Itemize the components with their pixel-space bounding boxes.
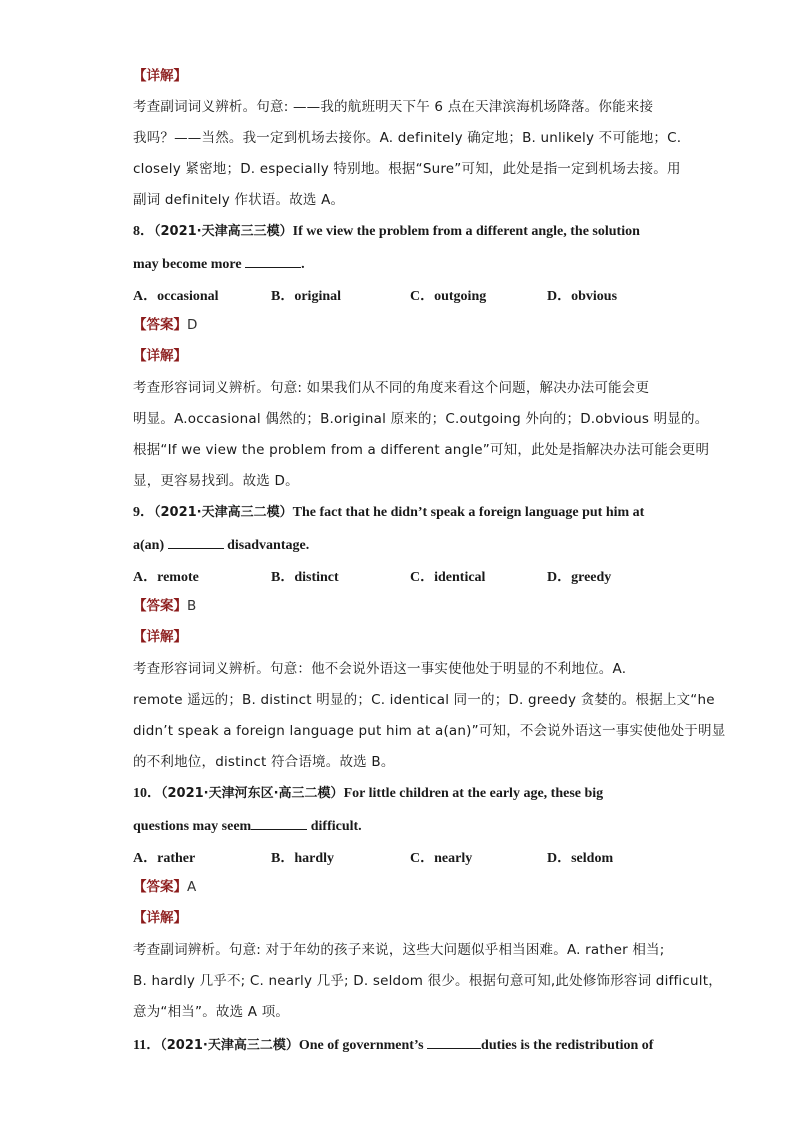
detail-label: 【详解】: [133, 910, 187, 926]
answer-row: [133, 877, 196, 897]
answer-label: 【答案】: [133, 879, 187, 895]
option-b: B．distinct: [271, 570, 339, 585]
explanation-line: remote 遥远的；B. distinct 明显的；C. identical 同一的；D. greedy 贪婪的。根据上文“he: [133, 692, 715, 708]
option-b: B．hardly: [271, 851, 335, 866]
option-d: D．greedy: [547, 570, 612, 585]
question-text: .: [301, 257, 305, 272]
explanation-line: 显，更容易找到。故选 D。: [133, 473, 299, 489]
option-c: C．identical: [410, 570, 486, 585]
question-text: One of government’s: [298, 1038, 428, 1053]
question-source: （2021·天津高三二模）: [160, 1038, 299, 1053]
option-a: A．rather: [133, 851, 196, 866]
question-text: For little children at the early age, these big: [343, 786, 604, 801]
answer-blank: [168, 534, 224, 549]
answer-value: D: [187, 317, 198, 333]
detail-label: 【详解】: [133, 68, 187, 84]
explanation-line: closely 紧密地；D. especially 特别地。根据“Sure”可知，此处是指一定到机场去接。用: [133, 161, 681, 177]
explanation-line: 考查形容词词义辨析。句意：他不会说外语这一事实使他处于明显的不利地位。A.: [133, 661, 627, 677]
question-10-stem-cont: [133, 815, 362, 837]
option-c: C．nearly: [410, 851, 473, 866]
explanation-line: 副词 definitely 作状语。故选 A。: [133, 192, 345, 208]
question-text: questions may seem: [133, 819, 252, 834]
question-8-stem-cont: [133, 253, 305, 275]
question-text: disadvantage.: [223, 538, 310, 553]
question-number: 8．: [133, 224, 154, 239]
option-c: C．outgoing: [410, 289, 487, 304]
explanation-line: 考查形容词词义辨析。句意: 如果我们从不同的角度来看这个问题，解决办法可能会更: [133, 380, 650, 396]
explanation-line: 的不利地位，distinct 符合语境。故选 B。: [133, 754, 395, 770]
question-9-stem-cont: [133, 534, 309, 556]
answer-row: [133, 596, 196, 616]
option-a: A．occasional: [133, 289, 219, 304]
option-b: B．original: [271, 289, 342, 304]
explanation-line: 考查副词辨析。句意: 对于年幼的孩子来说，这些大问题似乎相当困难。A. rather 相当;: [133, 942, 665, 958]
explanation-line: 明显。A.occasional 偶然的；B.original 原来的；C.outgoing 外向的；D.obvious 明显的。: [133, 411, 709, 427]
answer-value: B: [187, 598, 197, 614]
option-d: D．seldom: [547, 851, 614, 866]
question-text: difficult.: [307, 819, 362, 834]
answer-row: [133, 315, 197, 335]
answer-blank: [251, 815, 307, 830]
explanation-line: 我吗？——当然。我一定到机场去接你。A. definitely 确定地；B. unlikely 不可能地；C.: [133, 130, 682, 146]
explanation-line: didn’t speak a foreign language put him at a(an)”可知，不会说外语这一事实使他处于明显: [133, 723, 726, 739]
question-number: 9．: [133, 505, 154, 520]
explanation-line: B. hardly 几乎不; C. nearly 几乎; D. seldom 很少。根据句意可知,此处修饰形容词 difficult，: [133, 973, 722, 989]
question-text: The fact that he didn’t speak a foreign language put him at: [292, 505, 645, 520]
question-source: （2021·天津高三三模）: [154, 224, 293, 239]
question-number: 11．: [133, 1038, 161, 1053]
question-9-stem: [133, 503, 644, 523]
question-text: may become more: [133, 257, 246, 272]
answer-blank: [427, 1034, 481, 1049]
explanation-line: 根据“If we view the problem from a different angle”可知，此处是指解决办法可能会更明: [133, 442, 710, 458]
explanation-line: 意为“相当”。故选 A 项。: [133, 1004, 290, 1020]
answer-label: 【答案】: [133, 598, 187, 614]
option-d: D．obvious: [547, 289, 618, 304]
explanation-line: 考查副词词义辨析。句意: ——我的航班明天下午 6 点在天津滨海机场降落。你能来接: [133, 99, 654, 115]
question-11-stem: [133, 1034, 653, 1056]
question-text: duties is the redistribution of: [481, 1038, 654, 1053]
detail-label: 【详解】: [133, 348, 187, 364]
question-source: （2021·天津高三二模）: [154, 505, 293, 520]
question-text: If we view the problem from a different angle, the solution: [292, 224, 640, 239]
detail-label: 【详解】: [133, 629, 187, 645]
question-8-stem: [133, 222, 640, 242]
question-10-stem: [133, 784, 603, 804]
answer-blank: [245, 253, 301, 268]
question-text: a(an): [133, 538, 168, 553]
answer-value: A: [187, 879, 197, 895]
option-a: A．remote: [133, 570, 199, 585]
question-source: （2021·天津河东区·高三二模）: [161, 786, 344, 801]
question-number: 10．: [133, 786, 161, 801]
answer-label: 【答案】: [133, 317, 187, 333]
